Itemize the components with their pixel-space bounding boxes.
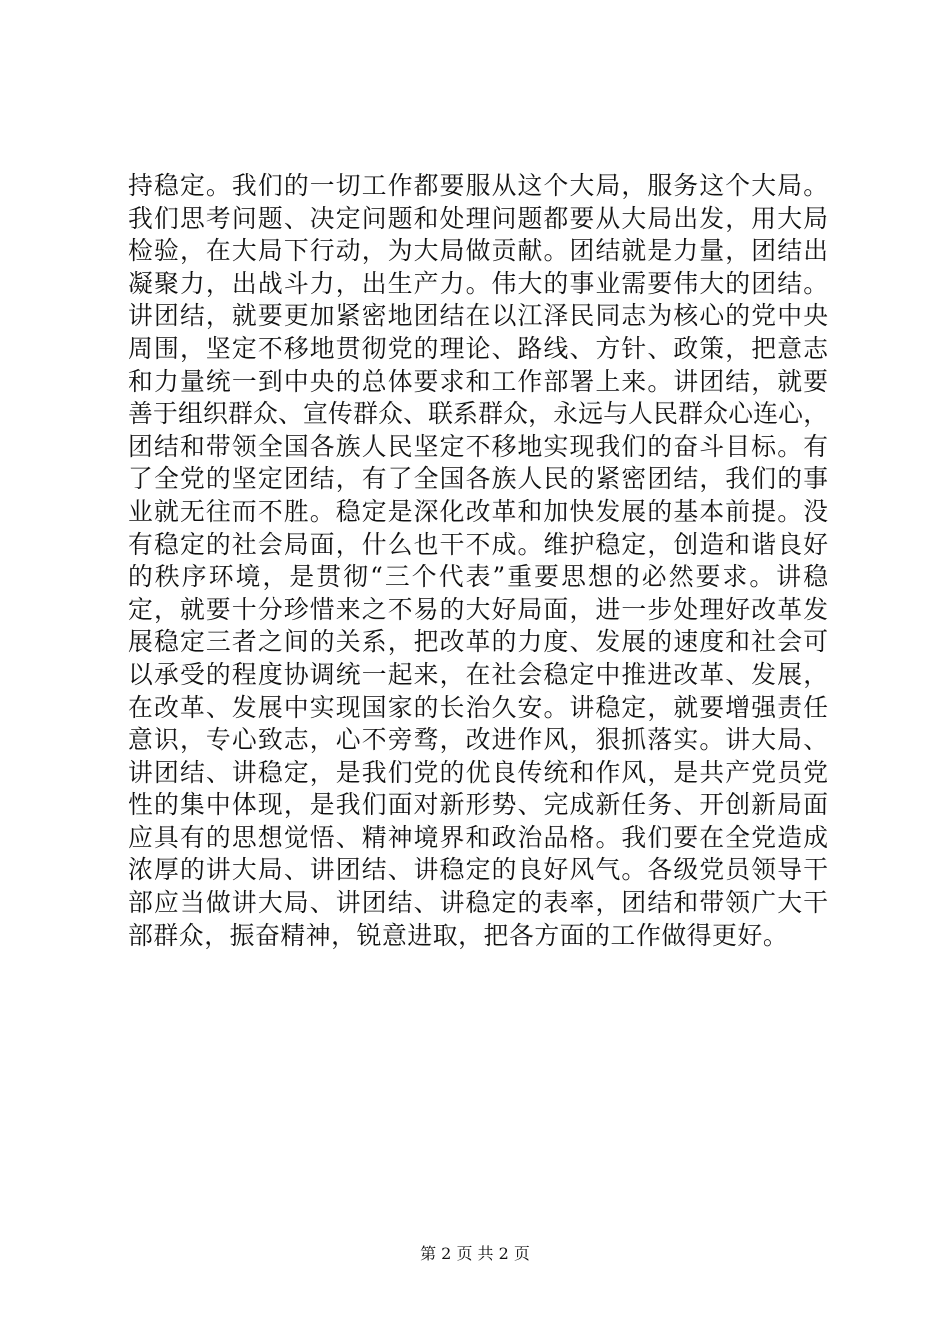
text-line: 应具有的思想觉悟、精神境界和政治品格。我们要在全党造成 xyxy=(128,822,828,852)
text-line: 和力量统一到中央的总体要求和工作部署上来。讲团结，就要 xyxy=(128,366,828,396)
text-line: 检验，在大局下行动，为大局做贡献。团结就是力量，团结出 xyxy=(128,236,828,266)
text-line: 定，就要十分珍惜来之不易的大好局面，进一步处理好改革发 xyxy=(128,594,828,624)
text-line: 在改革、发展中实现国家的长治久安。讲稳定，就要增强责任 xyxy=(128,692,828,722)
text-line: 周围，坚定不移地贯彻党的理论、路线、方针、政策，把意志 xyxy=(128,333,828,363)
text-line: 部应当做讲大局、讲团结、讲稳定的表率，团结和带领广大干 xyxy=(128,888,828,918)
text-line: 的秩序环境，是贯彻“三个代表”重要思想的必然要求。讲稳 xyxy=(128,562,828,592)
text-line: 业就无往而不胜。稳定是深化改革和加快发展的基本前提。没 xyxy=(128,496,828,526)
text-line: 持稳定。我们的一切工作都要服从这个大局，服务这个大局。 xyxy=(128,171,828,200)
text-line: 意识，专心致志，心不旁骛，改进作风，狠抓落实。讲大局、 xyxy=(128,725,828,755)
text-line: 凝聚力，出战斗力，出生产力。伟大的事业需要伟大的团结。 xyxy=(128,268,828,298)
text-line: 讲团结、讲稳定，是我们党的优良传统和作风，是共产党员党 xyxy=(128,757,828,787)
text-line: 团结和带领全国各族人民坚定不移地实现我们的奋斗目标。有 xyxy=(128,431,828,461)
text-line: 了全党的坚定团结，有了全国各族人民的紧密团结，我们的事 xyxy=(128,464,828,494)
text-line: 善于组织群众、宣传群众、联系群众，永远与人民群众心连心， xyxy=(128,399,828,429)
text-line: 讲团结，就要更加紧密地团结在以江泽民同志为核心的党中央 xyxy=(128,301,828,331)
text-line: 以承受的程度协调统一起来，在社会稳定中推进改革、发展， xyxy=(128,659,828,689)
text-line: 部群众，振奋精神，锐意进取，把各方面的工作做得更好。 xyxy=(128,920,789,950)
text-line: 我们思考问题、决定问题和处理问题都要从大局出发，用大局 xyxy=(128,203,828,233)
text-line: 浓厚的讲大局、讲团结、讲稳定的良好风气。各级党员领导干 xyxy=(128,855,828,885)
body-text xyxy=(128,170,828,952)
text-line: 性的集中体现，是我们面对新形势、完成新任务、开创新局面 xyxy=(128,790,828,820)
page-footer: 第 2 页 共 2 页 xyxy=(420,1244,530,1263)
text-line: 展稳定三者之间的关系，把改革的力度、发展的速度和社会可 xyxy=(128,627,828,657)
text-line: 有稳定的社会局面，什么也干不成。维护稳定，创造和谐良好 xyxy=(128,529,828,559)
